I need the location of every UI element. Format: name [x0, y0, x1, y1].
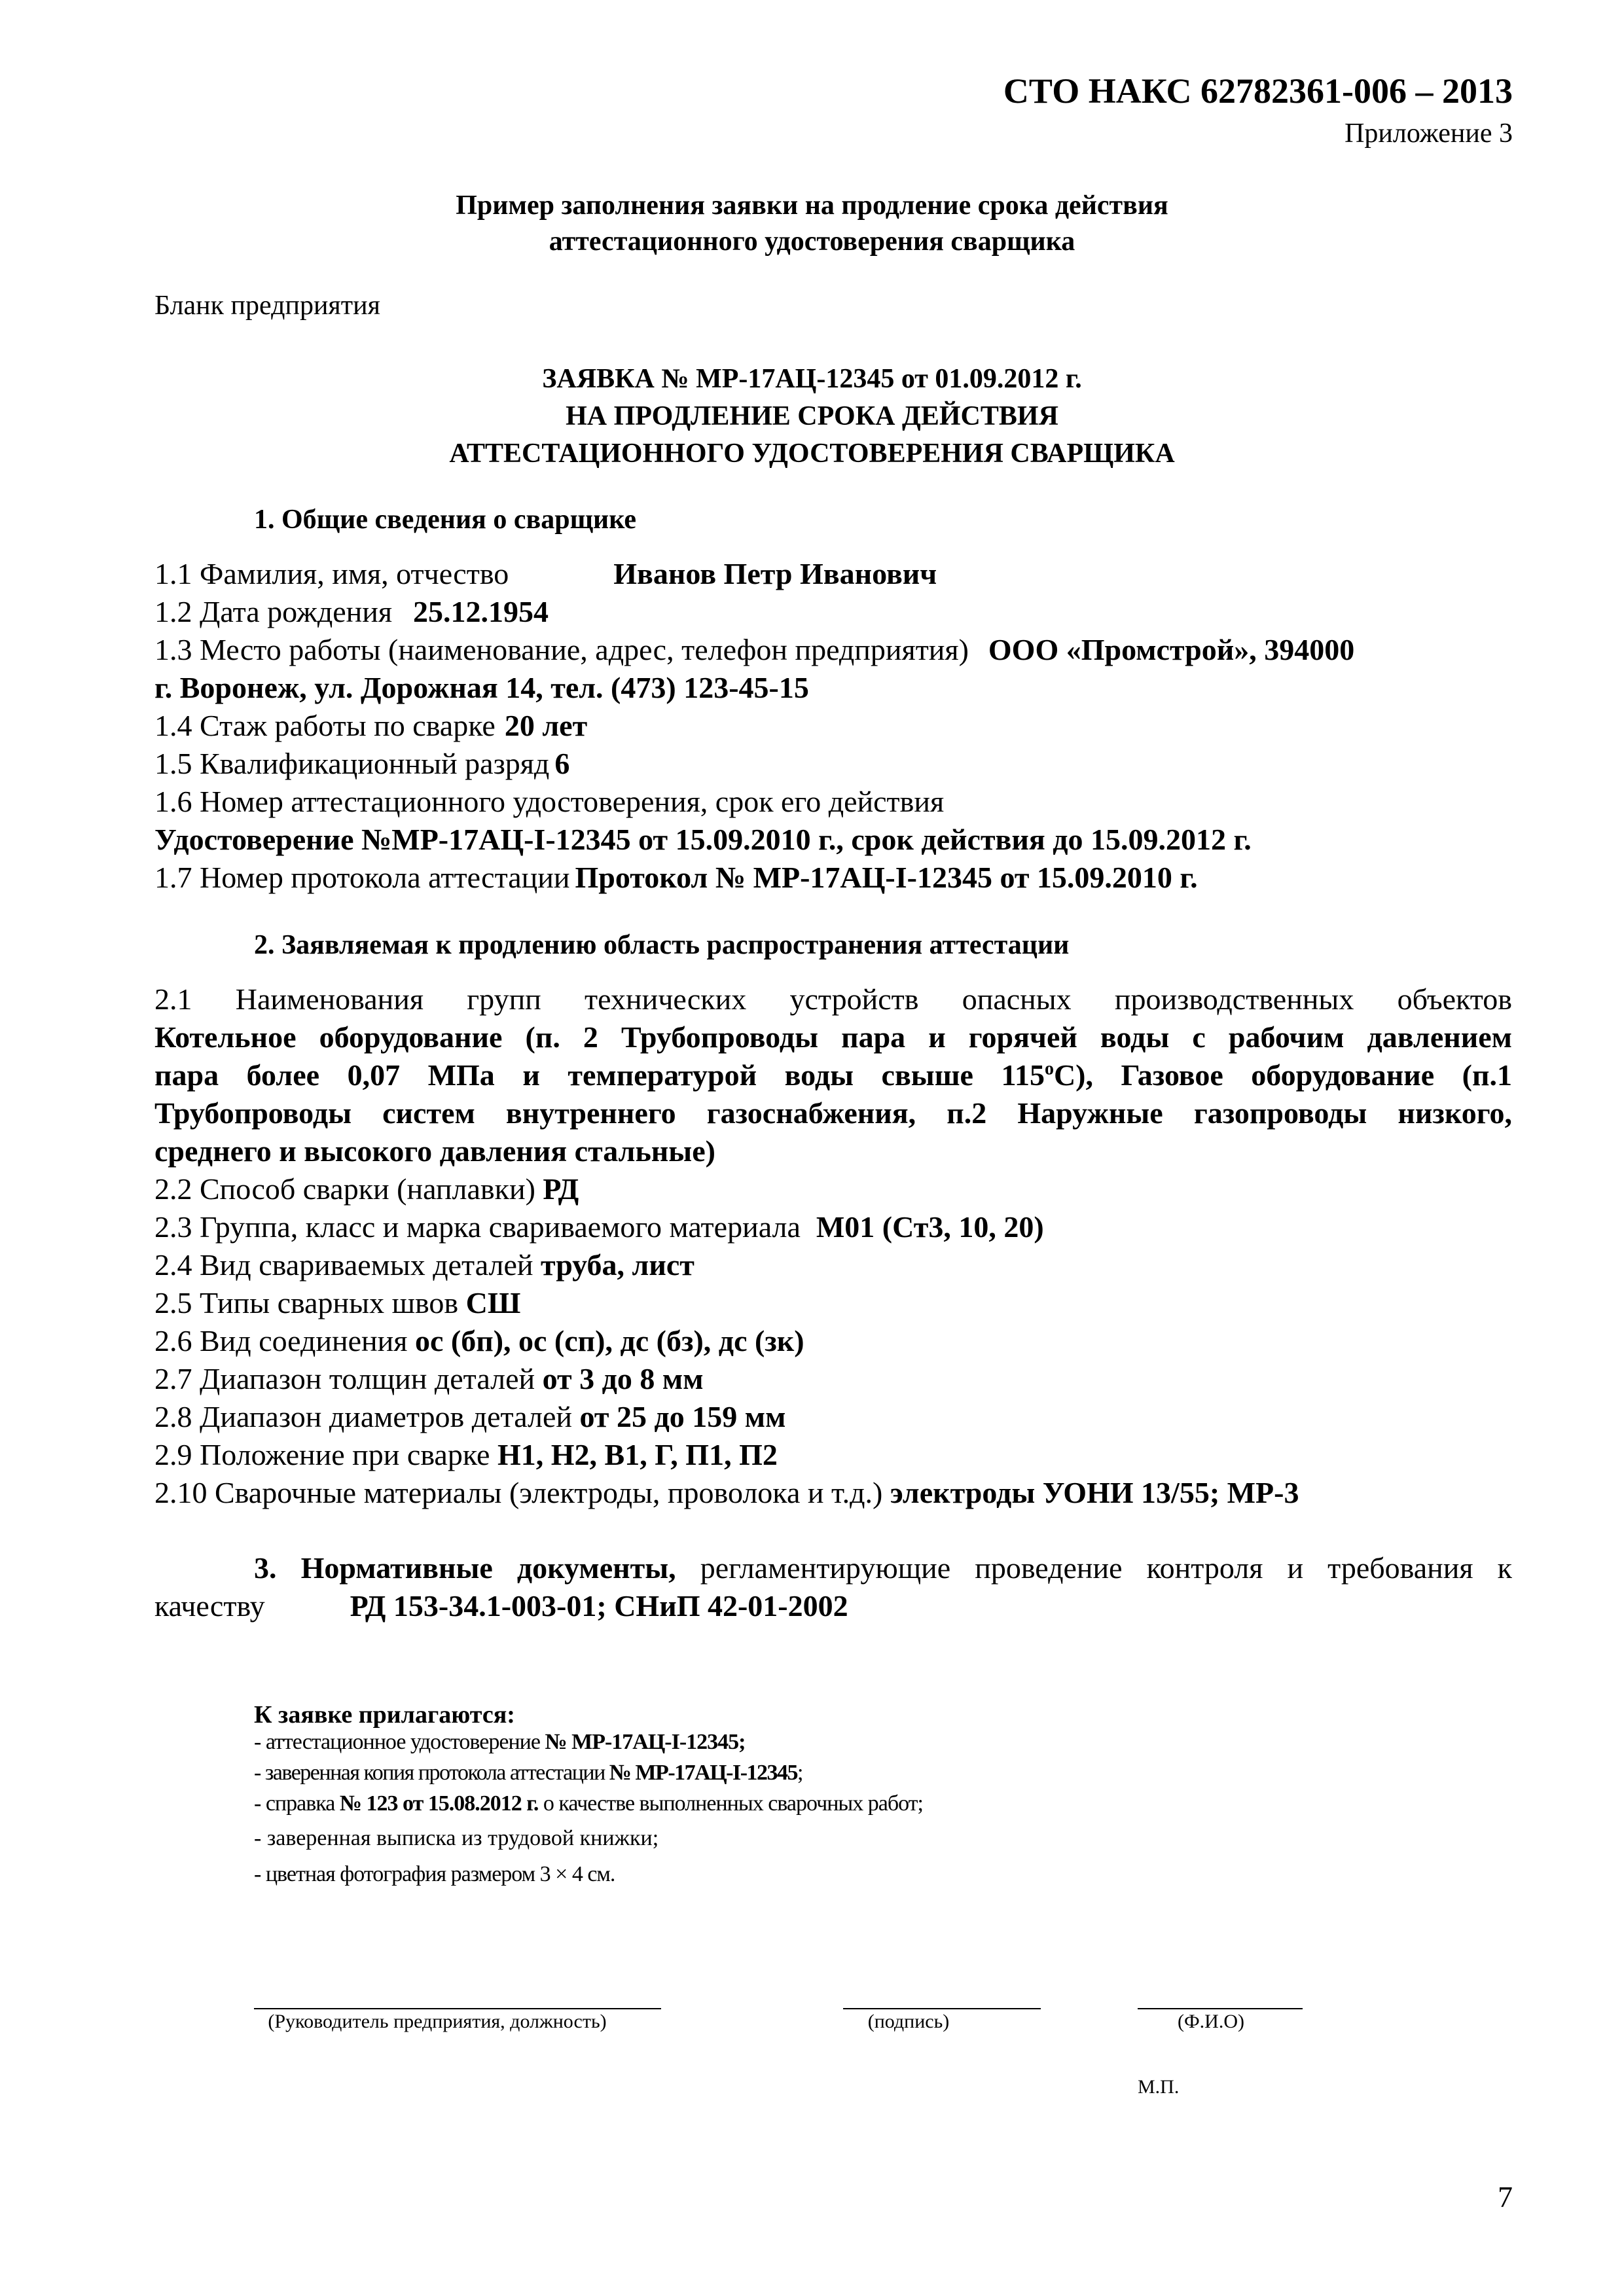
head-position-caption: (Руководитель предприятия, должность)	[268, 2011, 607, 2032]
field-2-5	[154, 1284, 1512, 1322]
field-label: 2.10 Сварочные материалы (электроды, проволока и т.д.)	[154, 1476, 883, 1509]
weld-type: СШ	[465, 1286, 521, 1319]
attachment-text: - аттестационное удостоверение	[254, 1730, 545, 1754]
device-groups-line3: Трубопроводы систем внутреннего газоснабжения, п.2 Наружные газопроводы низкого,	[154, 1096, 1512, 1130]
workplace-address: г. Воронеж, ул. Дорожная 14, тел. (473) 123-45-15	[154, 671, 809, 704]
field-label: 1.7 Номер протокола аттестации	[154, 861, 570, 894]
field-label: 1.1 Фамилия, имя, отчество	[154, 557, 509, 590]
field-2-7	[154, 1360, 1512, 1398]
welding-position: Н1, Н2, В1, Г, П1, П2	[497, 1438, 778, 1471]
attachment-ref: № МР-17АЦ-I-12345	[609, 1761, 798, 1785]
section3-text: регламентирующие проведение контроля и требования к	[700, 1551, 1512, 1585]
field-label: 2.8 Диапазон диаметров деталей	[154, 1400, 573, 1433]
diameter-range: от 25 до 159 мм	[579, 1400, 786, 1433]
part-type: труба, лист	[541, 1248, 695, 1282]
field-2-9	[154, 1436, 1512, 1474]
certificate-number: Удостоверение №МР-17АЦ-I-12345 от 15.09.2010 г., срок действия до 15.09.2012 г.	[154, 823, 1252, 856]
field-2-3	[154, 1208, 1512, 1246]
page-number: 7	[1498, 2180, 1513, 2214]
field-label: 2.3 Группа, класс и марка свариваемого материала	[154, 1210, 801, 1244]
attachment-item: - цветная фотография размером 3 × 4 см.	[254, 1862, 615, 1886]
device-groups-line4: среднего и высокого давления стальные)	[154, 1134, 715, 1168]
protocol-number: Протокол № МР-17АЦ-I-12345 от 15.09.2010 г.	[575, 861, 1198, 894]
field-label: 2.2 Способ сварки (наплавки)	[154, 1172, 535, 1206]
degree-superscript: о	[1044, 1058, 1054, 1079]
field-label: 1.5 Квалификационный разряд	[154, 747, 550, 780]
field-2-4	[154, 1246, 1512, 1284]
field-2-2	[154, 1170, 1512, 1208]
appendix-label: Приложение 3	[1344, 118, 1513, 149]
welder-name: Иванов Петр Иванович	[613, 557, 937, 590]
name-line	[1138, 2008, 1303, 2009]
request-title-line1: ЗАЯВКА № МР-17АЦ-12345 от 01.09.2012 г.	[542, 364, 1082, 394]
section3-text: качеству	[154, 1589, 265, 1623]
field-1-3	[154, 631, 1512, 669]
welding-materials: электроды УОНИ 13/55; МР-3	[890, 1476, 1299, 1509]
joint-type: ос (бп), ос (сп), дс (бз), дс (зк)	[414, 1324, 804, 1357]
device-groups-line2	[154, 1056, 1512, 1094]
attachment-text: о качестве выполненных сварочных работ;	[538, 1791, 923, 1816]
name-caption: (Ф.И.О)	[1177, 2011, 1245, 2032]
attachment-ref: № МР-17АЦ-I-12345;	[545, 1730, 746, 1754]
field-1-7	[154, 859, 1512, 897]
section1-heading: 1. Общие сведения о сварщике	[254, 505, 637, 535]
thickness-range: от 3 до 8 мм	[542, 1362, 704, 1395]
seal-placeholder: М.П.	[1138, 2076, 1180, 2098]
field-label: 1.4 Стаж работы по сварке	[154, 709, 496, 742]
attachment-item	[254, 1761, 803, 1785]
section3-paragraph-line2	[154, 1587, 1512, 1625]
attachment-text: - справка	[254, 1791, 340, 1816]
section3-paragraph-line1	[254, 1549, 1512, 1587]
field-1-5	[154, 745, 1512, 783]
field-label: 2.4 Вид свариваемых деталей	[154, 1248, 533, 1282]
attachment-text: - заверенная копия протокола аттестации	[254, 1761, 609, 1785]
attachment-item: - заверенная выписка из трудовой книжки;	[254, 1826, 659, 1850]
request-title-line2: НА ПРОДЛЕНИЕ СРОКА ДЕЙСТВИЯ	[566, 401, 1058, 431]
field-1-4	[154, 707, 1512, 745]
workplace: ООО «Промстрой», 394000	[988, 633, 1355, 666]
field-label: 2.6 Вид соединения	[154, 1324, 408, 1357]
field-1-1	[154, 555, 1512, 593]
field-label: 2.5 Типы сварных швов	[154, 1286, 459, 1319]
field-label: 2.9 Положение при сварке	[154, 1438, 490, 1471]
letterhead-label: Бланк предприятия	[154, 291, 380, 321]
field-1-6: 1.6 Номер аттестационного удостоверения, срок его действия	[154, 785, 945, 818]
attachment-item	[254, 1730, 746, 1755]
request-title-line3: АТТЕСТАЦИОННОГО УДОСТОВЕРЕНИЯ СВАРЩИКА	[449, 439, 1175, 469]
normative-documents: РД 153-34.1-003-01; СНиП 42-01-2002	[350, 1589, 848, 1623]
field-label: 2.7 Диапазон толщин деталей	[154, 1362, 535, 1395]
device-groups-text: пара более 0,07 МПа и температурой воды свыше 115	[154, 1058, 1045, 1092]
birth-date: 25.12.1954	[413, 595, 549, 628]
head-signature-line	[254, 2008, 661, 2009]
field-label: 1.3 Место работы (наименование, адрес, телефон предприятия)	[154, 633, 969, 666]
field-label: 1.2 Дата рождения	[154, 595, 393, 628]
signature-caption: (подпись)	[867, 2011, 950, 2032]
device-groups-text: С), Газовое оборудование (п.1	[1053, 1058, 1512, 1092]
example-title-line2: аттестационного удостоверения сварщика	[549, 226, 1075, 257]
attachment-item	[254, 1791, 923, 1816]
document-code: СТО НАКС 62782361-006 – 2013	[1003, 71, 1513, 111]
example-title-line1: Пример заполнения заявки на продление срока действия	[456, 190, 1168, 221]
device-groups-line1: Котельное оборудование (п. 2 Трубопроводы пара и горячей воды с рабочим давлением	[154, 1020, 1512, 1054]
section3-heading: 3. Нормативные документы,	[254, 1551, 676, 1585]
section2-heading: 2. Заявляемая к продлению область распространения аттестации	[254, 930, 1070, 960]
welding-method: РД	[543, 1172, 579, 1206]
field-2-1: 2.1 Наименования групп технических устройств опасных производственных объектов	[154, 982, 1512, 1016]
field-2-10	[154, 1474, 1512, 1512]
attachments-heading: К заявке прилагаются:	[254, 1701, 515, 1729]
material-grade: М01 (Ст3, 10, 20)	[816, 1210, 1044, 1244]
qualification-grade: 6	[554, 747, 570, 780]
welding-experience: 20 лет	[504, 709, 588, 742]
attachment-ref: № 123 от 15.08.2012 г.	[339, 1791, 539, 1816]
field-2-6	[154, 1322, 1512, 1360]
signature-line	[843, 2008, 1041, 2009]
attachment-text: ;	[797, 1761, 803, 1785]
field-2-8	[154, 1398, 1512, 1436]
field-1-2	[154, 593, 1512, 631]
